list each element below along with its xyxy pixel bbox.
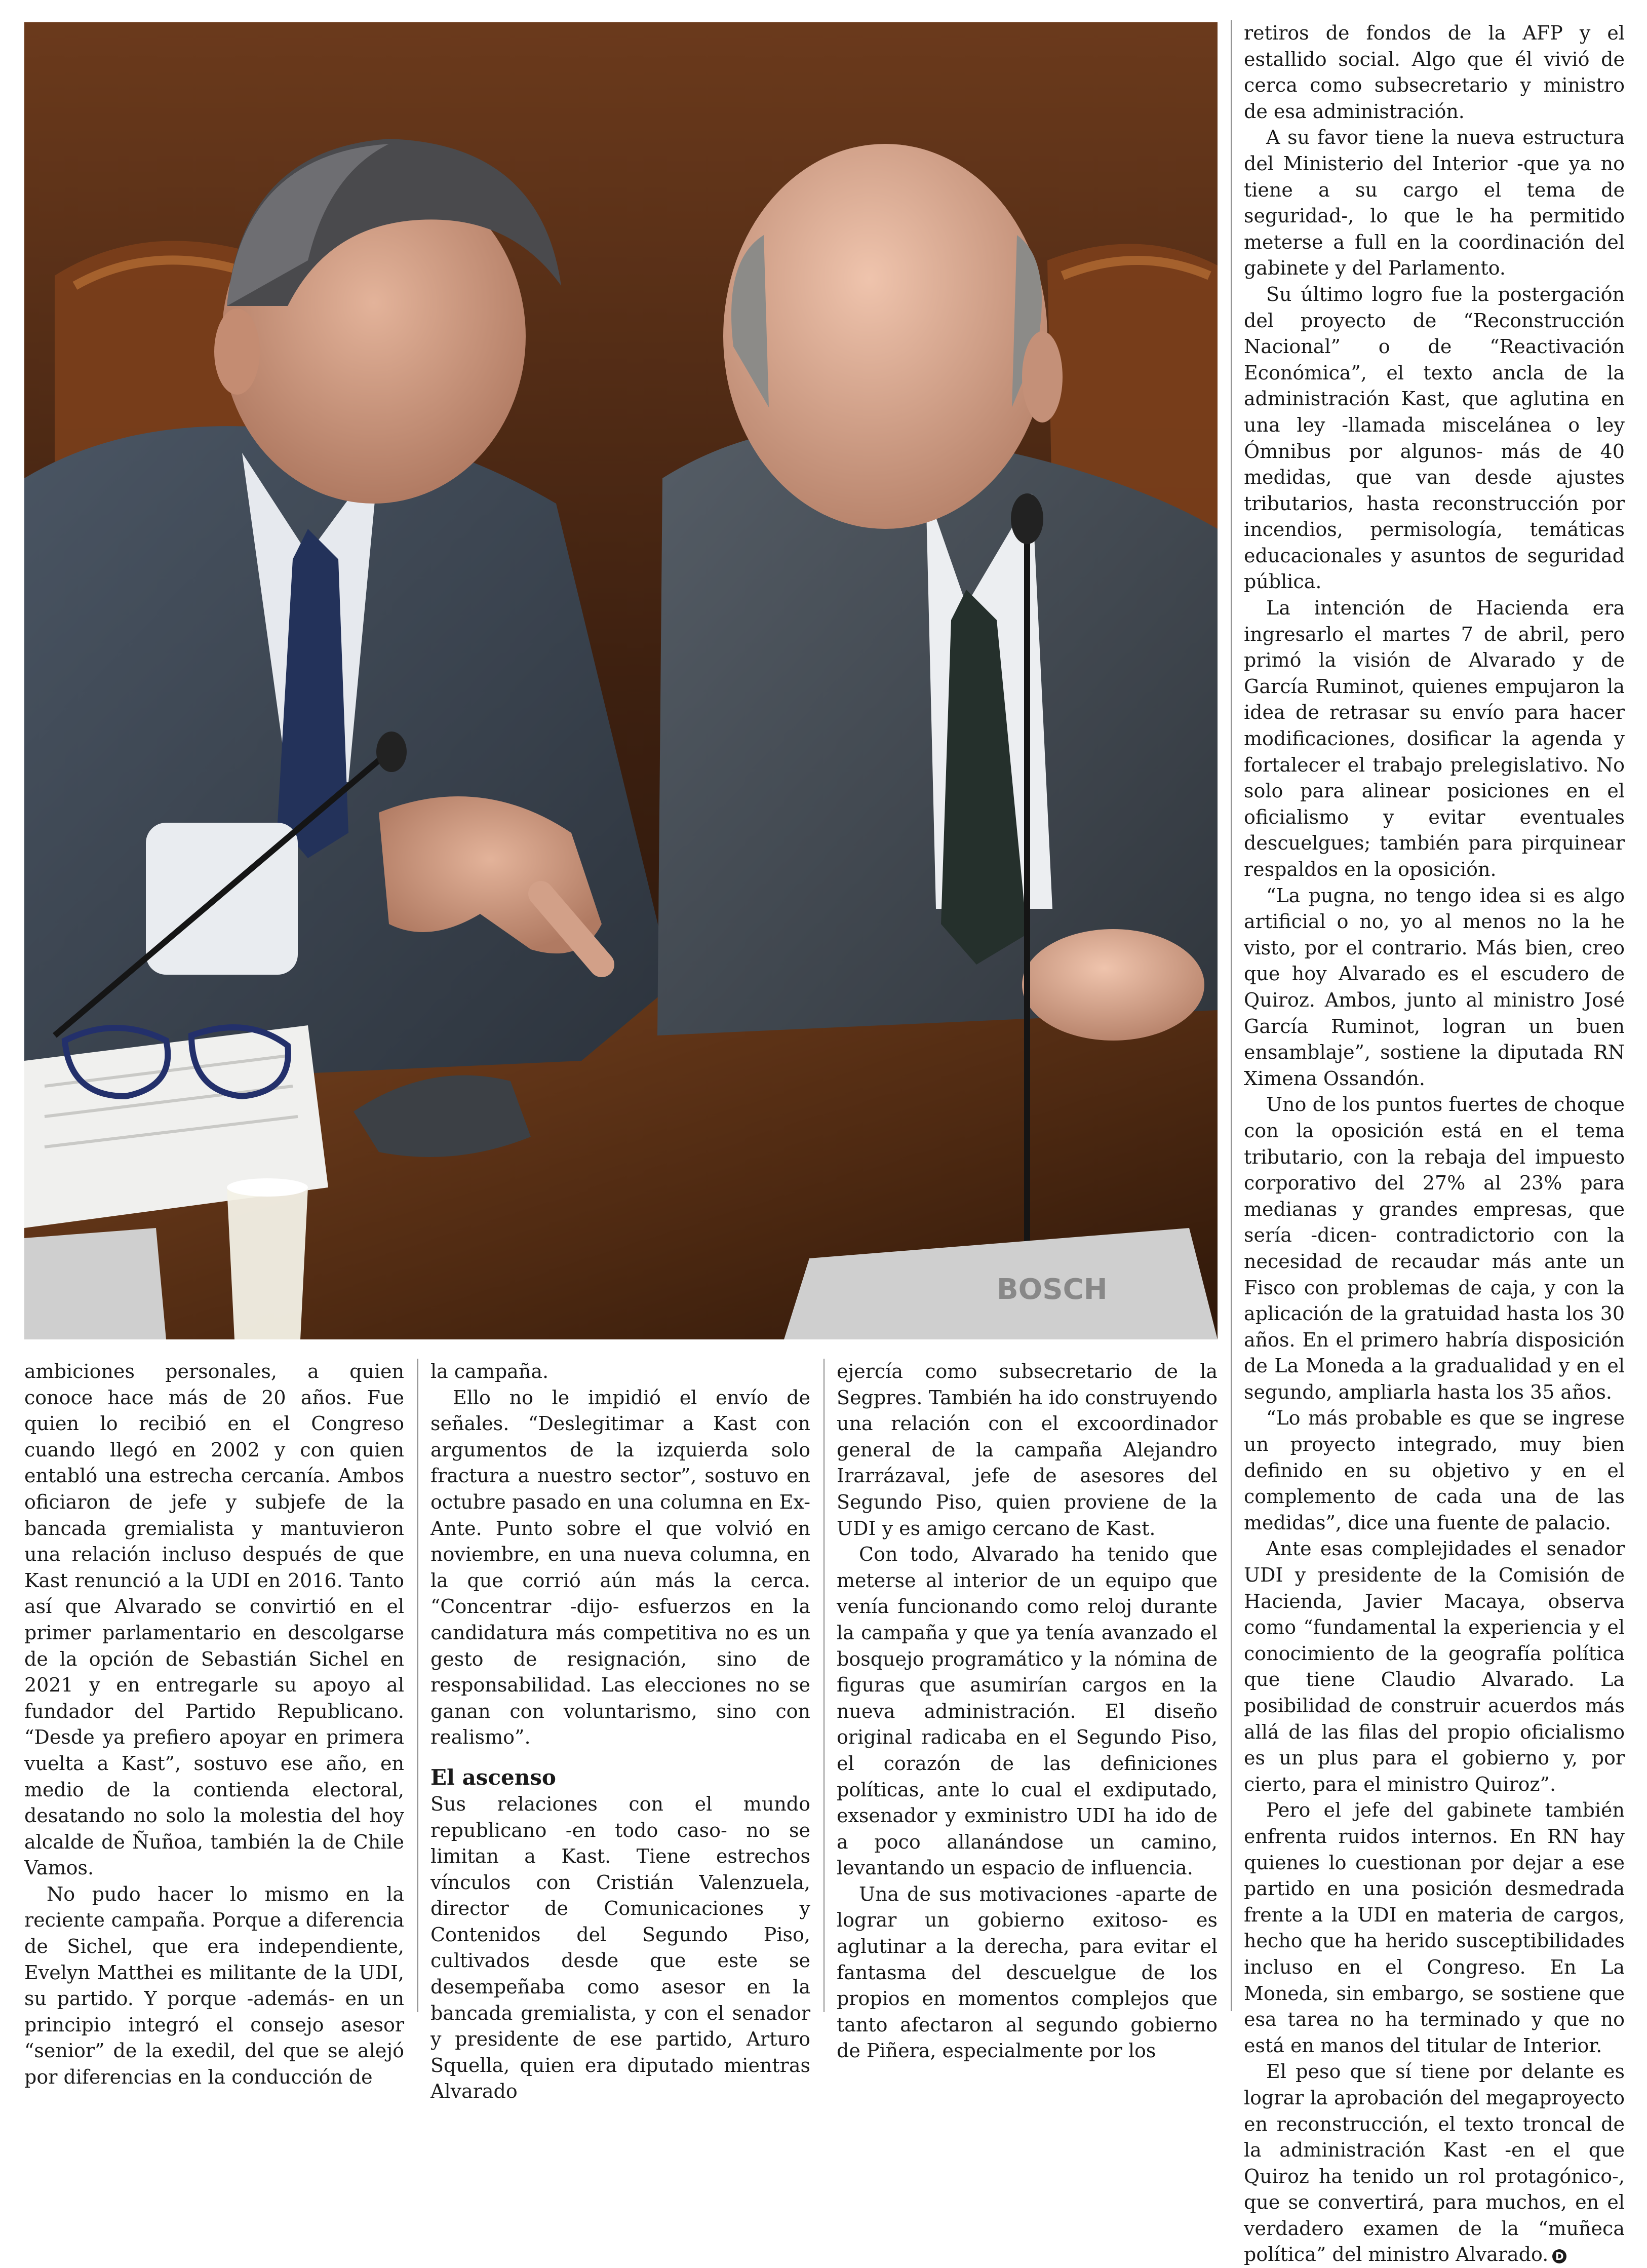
- paragraph: La intención de Hacienda era ingresarlo el martes 7 de abril, pero primó la visión de Alvarado y de García Ruminot, quienes empujaron la idea de retrasar su envío para hacer modificaciones, dosificar la agenda y fortalecer el trabajo prelegislativo. No solo para alinear posiciones en el oficialismo y evitar eventuales descuelgues; también para pirquinear respaldos en la oposición.: [1244, 597, 1625, 880]
- microphone-brand: BOSCH: [997, 1273, 1108, 1306]
- drink-glass: [227, 1187, 308, 1339]
- paragraph: la campaña.: [430, 1360, 549, 1382]
- article-photo: [24, 22, 1218, 1339]
- column-divider: [824, 1359, 825, 2012]
- article-column-1: [24, 1359, 404, 2089]
- paragraph: “La pugna, no tengo idea si es algo artificial o no, yo al menos no la he visto, por el contrario. Más bien, creo que hoy Alvarado es el escudero de Quiroz. Ambos, junto al ministro José García Ruminot, logran un buen ensamblaje”, sostiene la diputada RN Ximena Ossandón.: [1244, 884, 1625, 1090]
- paragraph: Ello no le impidió el envío de señales. “Deslegitimar a Kast con argumentos de la izquierda solo fractura a nuestro sector”, sostuvo en octubre pasado en una columna en Ex-Ante. Punto sobre el que volvió en noviembre, en una nueva columna, en la que corrió aún más la cerca. “Concentrar -dijo- esfuerzos en la candidatura más competitiva no es un gesto de resignación, sino de responsabilidad. Las elecciones no se ganan con voluntarismo, sino con realismo”.: [430, 1386, 810, 1749]
- paragraph: “Lo más probable es que se ingrese un proyecto integrado, muy bien definido en su objetivo y en el complemento de cada una de las medidas”, dice una fuente de palacio.: [1244, 1407, 1625, 1534]
- photo-illustration: [24, 22, 1218, 1339]
- right-man-head: [723, 144, 1047, 529]
- paragraph-final: [1244, 2059, 1625, 2268]
- paragraph: Una de sus motivaciones -aparte de lograr un gobierno exitoso- es aglutinar a la derecha, para evitar el fantasma del descuelgue de los propios en momentos complejos que tanto afectaron al segundo gobierno de Piñera, especialmente por los: [837, 1882, 1218, 2062]
- column-divider: [1231, 20, 1232, 2011]
- paragraph: ejercía como subsecretario de la Segpres. También ha ido construyendo una relación con el excoordinador general de la campaña Alejandro Irarrázaval, jefe de asesores del Segundo Piso, quien proviene de la UDI y es amigo cercano de Kast.: [837, 1360, 1218, 1540]
- article-column-4: [1244, 20, 1625, 2266]
- paragraph: Uno de los puntos fuertes de choque con la oposición está en el tema tributario, con la rebaja del impuesto corporativo del 27% al 23% para medianas y grandes empresas, que sería -dicen- contradictorio con la necesidad de recaudar más ante un Fisco con problemas de caja, y con la aplicación de la gratuidad hasta los 30 años. En el primero habría disposición de La Moneda a la gradualidad y en el segundo, ampliarla hasta los 35 años.: [1244, 1093, 1625, 1403]
- column-divider: [417, 1359, 418, 2012]
- end-of-article-icon: D: [1552, 2249, 1566, 2263]
- paragraph: Pero el jefe del gabinete también enfrenta ruidos internos. En RN hay quienes lo cuestionan por dejar a ese partido en una posición desmedrada frente a la UDI en materia de cargos, hecho que ha herido susceptibilidades incluso en el Congreso. En La Moneda, sin embargo, se sostiene que esa tarea no ha terminado y que no está en manos del titular de Interior.: [1244, 1799, 1625, 2057]
- paragraph: No pudo hacer lo mismo en la reciente campaña. Porque a diferencia de Sichel, que era independiente, Evelyn Matthei es militante de la UDI, su partido. Y porque -además- en un principio integró el consejo asesor “senior” de la exedil, del que se alejó por diferencias en la conducción de: [24, 1882, 404, 2089]
- paragraph: A su favor tiene la nueva estructura del Ministerio del Interior -que ya no tiene a su cargo el tema de seguridad-, lo que le ha permitido meterse a full en la coordinación del gabinete y del Parlamento.: [1244, 126, 1625, 280]
- article-column-2: [430, 1359, 810, 2103]
- section-subhead: El ascenso: [430, 1764, 556, 1790]
- paragraph: ambiciones personales, a quien conoce hace más de 20 años. Fue quien lo recibió en el Congreso cuando llegó en 2002 y con quien entabló una estrecha cercanía. Ambos oficiaron de jefe y subjefe de la bancada gremialista y mantuvieron una relación incluso después de que Kast renunció a la UDI en 2016. Tanto así que Alvarado se convirtió en el primer parlamentario en descolgarse de la opción de Sebastián Sichel en 2021 y en entregarle su apoyo al fundador del Partido Republicano. “Desde ya prefiero apoyar en primera vuelta a Kast”, sostuvo ese año, en medio de la contienda electoral, desatando no solo la molestia del hoy alcalde de Ñuñoa, también la de Chile Vamos.: [24, 1360, 404, 1879]
- article-column-3: [837, 1359, 1218, 2062]
- clasped-hands: [1022, 929, 1204, 1041]
- paragraph: Ante esas complejidades el senador UDI y presidente de la Comisión de Hacienda, Javier Macaya, observa como “fundamental la experiencia y el conocimiento de la geografía política que tiene Claudio Alvarado. La posibilidad de construir acuerdos más allá de las filas del propio oficialismo es un plus para el gobierno y, por cierto, para el ministro Quiroz”.: [1244, 1537, 1625, 1795]
- paragraph: retiros de fondos de la AFP y el estallido social. Algo que él vivió de cerca como subsecretario y ministro de esa administración.: [1244, 22, 1625, 123]
- paragraph-final-text: El peso que sí tiene por delante es lograr la aprobación del megaproyecto en reconstrucción, el texto troncal de la administración Kast -en el que Quiroz ha tenido un rol protagónico-, que se convertirá, para muchos, en el verdadero examen de la “muñeca política” del ministro Alvarado.: [1244, 2060, 1625, 2266]
- paragraph: Con todo, Alvarado ha tenido que meterse al interior de un equipo que venía funcionando como reloj durante la campaña y que ya tenía avanzado el bosquejo programático y la nómina de figuras que asumirían cargos en la nueva administración. El diseño original radicaba en el Segundo Piso, el corazón de las definiciones políticas, ante lo cual el exdiputado, exsenador y exministro UDI ha ido de a poco allanándose un camino, levantando un espacio de influencia.: [837, 1543, 1218, 1879]
- paragraph: Sus relaciones con el mundo republicano -en todo caso- no se limitan a Kast. Tiene estrechos vínculos con Cristián Valenzuela, director de Comunicaciones y Contenidos del Segundo Piso, cultivados desde que este se desempeñaba como asesor en la bancada gremialista, y con el senador y presidente de ese partido, Arturo Squella, quien era diputado mientras Alvarado: [430, 1792, 810, 2103]
- paragraph: Su último logro fue la postergación del proyecto de “Reconstrucción Nacional” o de “Reactivación Económica”, el texto ancla de la administración Kast, que aglutina en una ley -llamada miscelánea o ley Ómnibus por algunos- más de 40 medidas, que van desde ajustes tributarios, hasta reconstrucción por incendios, permisología, temáticas educacionales y asuntos de seguridad pública.: [1244, 283, 1625, 593]
